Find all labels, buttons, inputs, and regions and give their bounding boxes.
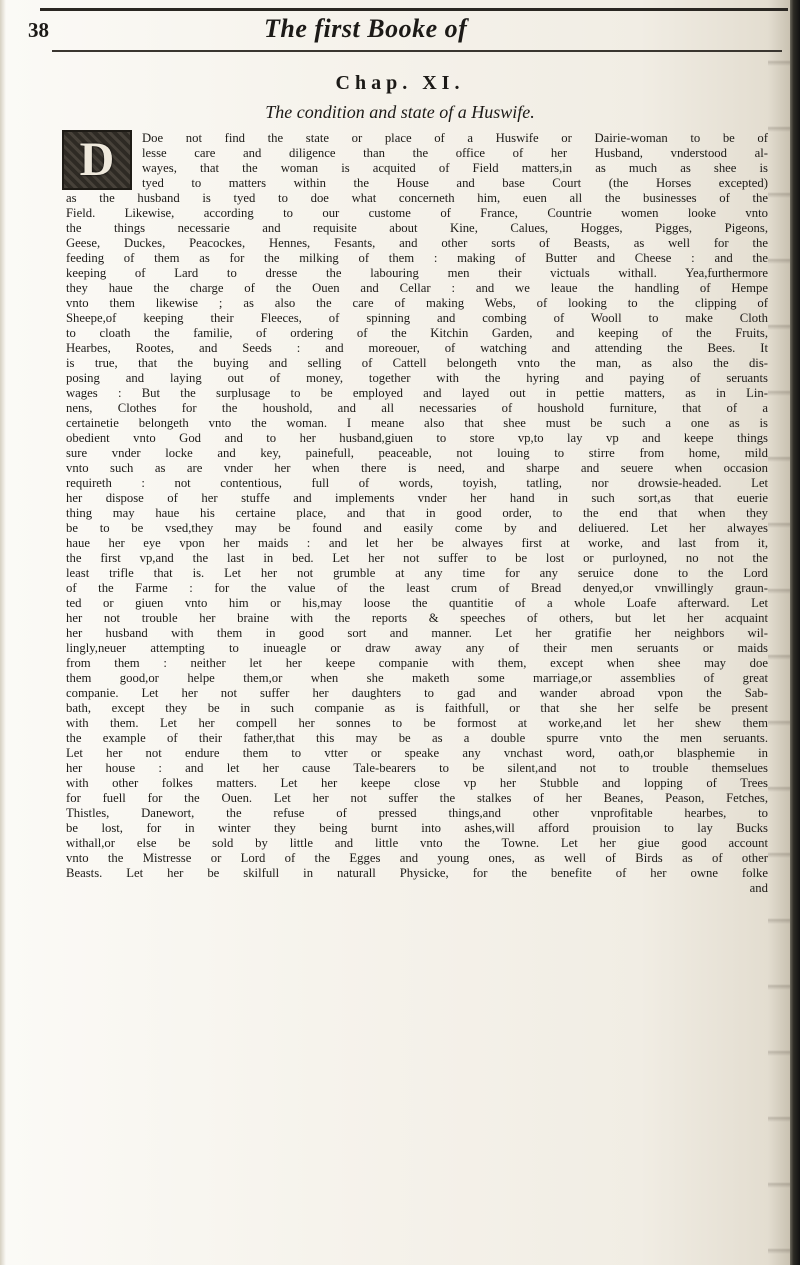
text-line: least trifle that is. Let her not grumble at any time for any seruice done to the Lord (66, 566, 768, 580)
text-line: Hearbes, Rootes, and Seeds : and moreouer, of watching and attending the Bees. It (66, 341, 768, 355)
text-line: they haue the charge of the Ouen and Cellar : and we leaue the handling of Hempe (66, 281, 768, 295)
text-line: be lost, for in winter they being burnt into ashes,will afford prouision to lay Bucks (66, 821, 768, 835)
text-line: lesse care and diligence than the office of her Husband, vnderstood al- (142, 146, 768, 160)
text-line: lingly,neuer attempting to inueagle or draw away any of their men seruants or maids (66, 641, 768, 655)
body-text (66, 131, 768, 896)
text-line: Geese, Duckes, Peacockes, Hennes, Fesants, and other sorts of Beasts, as well for the (66, 236, 768, 250)
text-line: wages : But the surplusage to be employed and layed out in pettie matters, as in Lin- (66, 386, 768, 400)
text-line: her house : and let her cause Tale-bearers to be silent,and not to trouble themselues (66, 761, 768, 775)
text-line: vnto them likewise ; as also the care of making Webs, of looking to the clipping of (66, 296, 768, 310)
text-line: nens, Clothes for the houshold, and all necessaries of houshold furniture, that of a (66, 401, 768, 415)
text-line: them good,or helpe them,or when she maketh some marriage,or assemblies of great (66, 671, 768, 685)
chapter-title: The condition and state of a Huswife. (265, 102, 535, 122)
text-line: her not trouble her braine with the reports & speeches of others, but let her acquaint (66, 611, 768, 625)
header-rule (52, 50, 782, 52)
chapter-heading: Chap. XI. (335, 72, 465, 94)
text-line: companie. Let her not suffer her daughters to gad and wander abroad vpon the Sab- (66, 686, 768, 700)
text-line: with them. Let her compell her sonnes to be formost at worke,and let her shew them (66, 716, 768, 730)
text-line: be to be vsed,they may be found and easily come by and deliuered. Let her alwayes (66, 521, 768, 535)
text-line: her husband with them in good sort and manner. Let her gratifie her neighbors wil- (66, 626, 768, 640)
text-line: vnto such as are vnder her when there is need, and sharpe and seuere when occasion (66, 461, 768, 475)
page-number: 38 (28, 18, 49, 42)
text-line: Let her not endure them to vtter or speake any vnchast word, oath,or blasphemie in (66, 746, 768, 760)
page-edge-stains (768, 0, 790, 1265)
text-line: from them : neither let her keepe companie with them, except when shee may doe (66, 656, 768, 670)
text-line: as the husband is tyed to doe what concerneth him, euen all the businesses of the (66, 191, 768, 205)
text-line: vnto the Mistresse or Lord of the Egges and young ones, as well of Birds as of other (66, 851, 768, 865)
text-line: Field. Likewise, according to our custome of France, Countrie women looke vnto (66, 206, 768, 220)
text-line: haue her eye vpon her maids : and let her be alwayes first at worke, and last from it, (66, 536, 768, 550)
text-line: Beasts. Let her be skilfull in naturall Physicke, for the benefite of her owne folke (66, 866, 768, 880)
page-edge (790, 0, 800, 1265)
text-line: obedient vnto God and to her husband,giuen to store vp,to lay vp and keepe things (66, 431, 768, 445)
text-line: her dispose of her stuffe and implements vnder her hand in such sort,as that euerie (66, 491, 768, 505)
text-line: keeping of Lard to dresse the labouring men their victuals withall. Yea,furthermore (66, 266, 768, 280)
text-line: Doe not find the state or place of a Huswife or Dairie-woman to be of (142, 131, 768, 145)
text-line: for fuell for the Ouen. Let her not suffer the stalkes of her Beanes, Peason, Fetches, (66, 791, 768, 805)
text-line: is true, that the buying and selling of Cattell belongeth vnto the man, as also the dis- (66, 356, 768, 370)
text-line: the first vp,and the last in bed. Let her not suffer to be lost or purloyned, no not the (66, 551, 768, 565)
text-line: the example of their father,that this may be as a double spurre vnto the men seruants. (66, 731, 768, 745)
text-line: feeding of them as for the milking of them : making of Butter and Cheese : and the (66, 251, 768, 265)
text-line: wayes, that the woman is acquited of Field matters,in as much as shee is (142, 161, 768, 175)
text-line: Sheepe,of keeping their Fleeces, of spinning and combing of Wooll to make Cloth (66, 311, 768, 325)
text-line: and (749, 881, 768, 895)
running-title: The first Booke of (264, 14, 468, 43)
text-line: Thistles, Danewort, the refuse of pressed things,and other vnprofitable hearbes, to (66, 806, 768, 820)
gutter-shadow (0, 0, 6, 1265)
page-header (28, 14, 768, 48)
text-line: withall,or else be sold by little and little vnto the Towne. Let her giue good account (66, 836, 768, 850)
text-line: ted or giuen vnto him or his,may loose the quantitie of a whole Loafe afterward. Let (66, 596, 768, 610)
text-line: sure vnder locke and key, painefull, peaceable, not louing to stirre from home, mild (66, 446, 768, 460)
drop-cap-letter: D (79, 133, 115, 186)
text-line: thing may haue his certaine place, and that in good order, to the end that when they (66, 506, 768, 520)
text-line: requireth : not contentious, full of words, toyish, tatling, nor drowsie-headed. Let (66, 476, 768, 490)
text-line: with other folkes matters. Let her keepe close vp her Stubble and lopping of Trees (66, 776, 768, 790)
text-line: certainetie belongeth vnto the woman. I meane also that shee must be such a one as is (66, 416, 768, 430)
text-line: the things necessarie and requisite about Kine, Calues, Hogges, Pigges, Pigeons, (66, 221, 768, 235)
text-line: posing and laying out of money, together with the hyring and paying of seruants (66, 371, 768, 385)
top-rule (40, 8, 788, 11)
text-line: bath, except they be in such companie as is faithfull, or that she her selfe be present (66, 701, 768, 715)
text-line: of the Farme : for the value of the least crum of Bread denyed,or vnwillingly graun- (66, 581, 768, 595)
text-line: to cloath the familie, of ordering of the Kitchin Garden, and keeping of the Fruits, (66, 326, 768, 340)
text-line: tyed to matters within the House and base Court (the Horses excepted) (142, 176, 768, 190)
